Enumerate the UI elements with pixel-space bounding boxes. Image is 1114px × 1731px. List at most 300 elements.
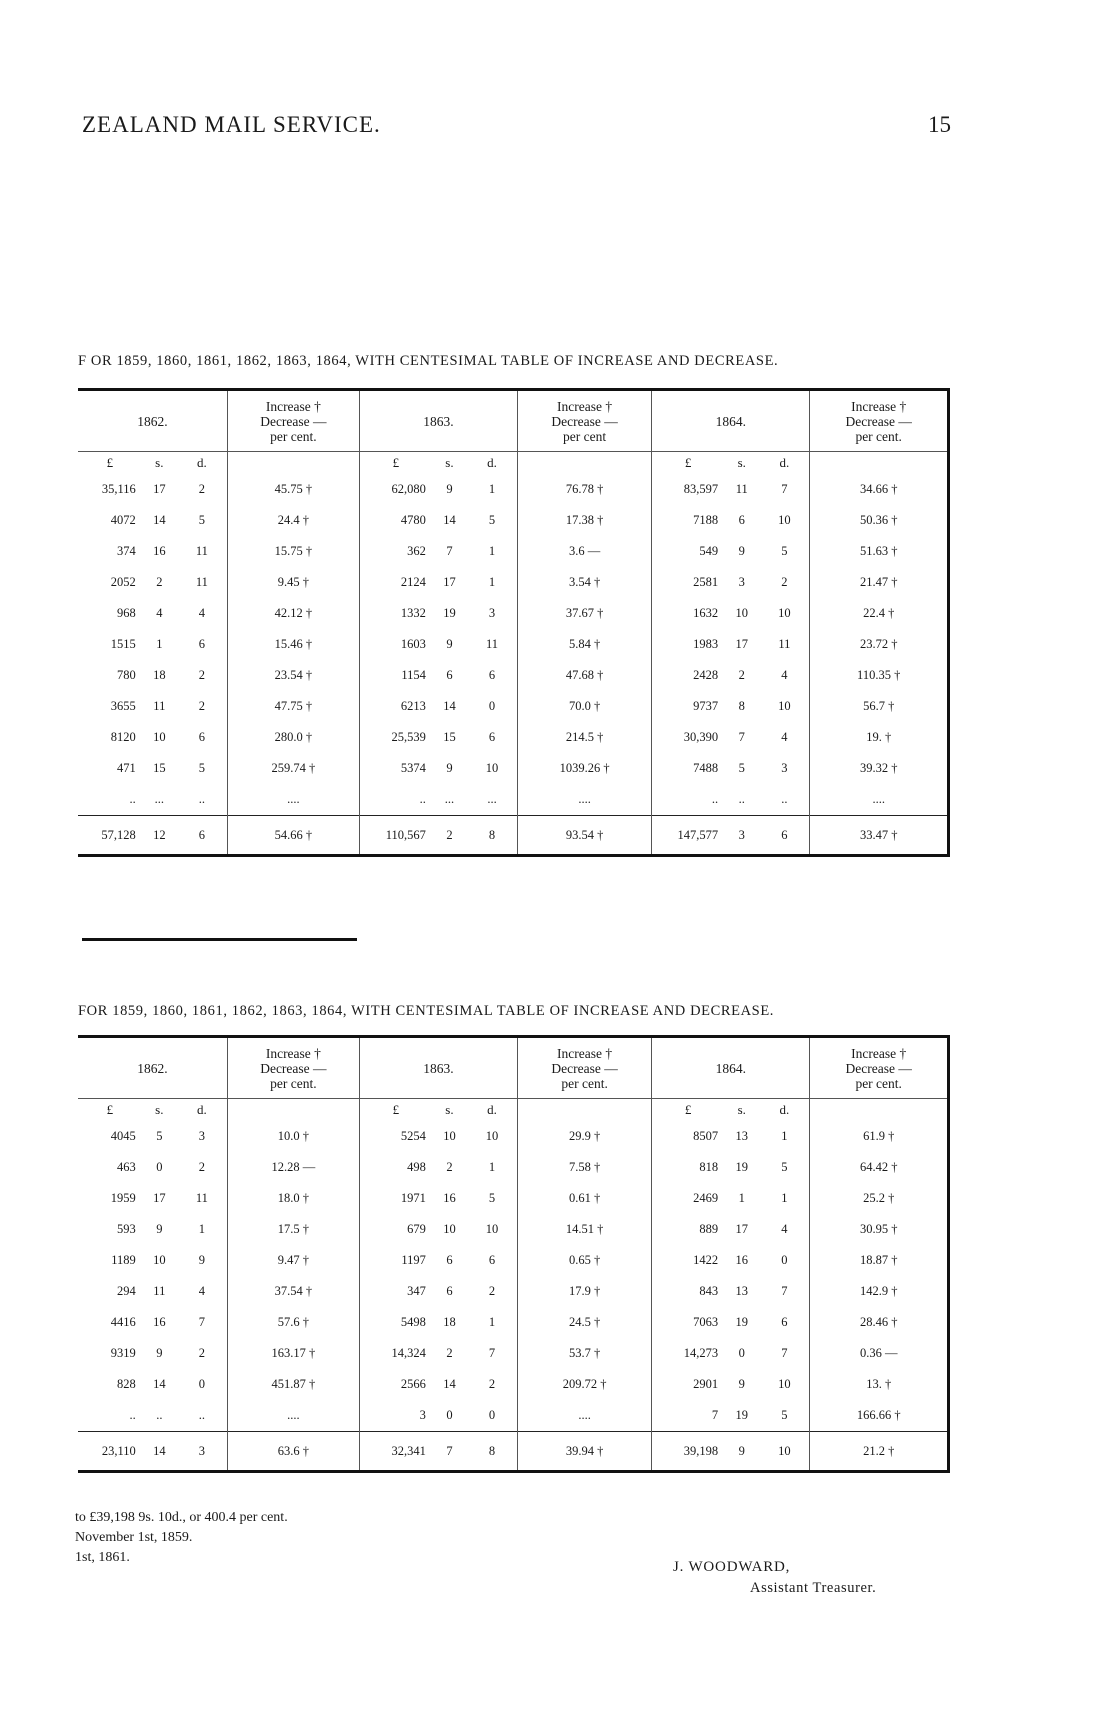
header-1863: 1863.	[359, 390, 517, 452]
header-increase-1863-line: Increase †	[557, 398, 613, 414]
header-increase-1862-line: Decrease —	[260, 413, 327, 429]
cell-pence: 10	[759, 1369, 810, 1400]
cell-pounds: 23,110	[78, 1432, 142, 1472]
cell-pence: 10	[759, 691, 810, 722]
unit-label: s.	[445, 455, 454, 470]
cell-shillings: 6	[446, 1253, 453, 1267]
cell-pounds: 8507	[693, 1129, 719, 1143]
cell-shillings: 17	[443, 575, 456, 589]
cell-pence: 1	[467, 1307, 518, 1338]
cell-pence: 6	[759, 1307, 810, 1338]
cell-shillings: 19	[735, 1315, 748, 1329]
cell-percent: 47.68 †	[518, 660, 652, 691]
cell-percent: 39.32 †	[810, 753, 949, 784]
cell-shillings: 14	[443, 699, 456, 713]
cell-percent: 17.9 †	[518, 1276, 652, 1307]
table-row	[78, 1307, 949, 1338]
cell-shillings: 17	[735, 1222, 748, 1236]
cell-pence: 7	[177, 1307, 228, 1338]
cell-percent: 3.6 —	[518, 536, 652, 567]
cell-shillings: 5	[156, 1129, 163, 1143]
header-increase-1864	[810, 1037, 949, 1099]
cell-percent: 163.17 †	[227, 1338, 359, 1369]
cell-pounds: 32,341	[359, 1432, 432, 1472]
cell-pence: 0	[467, 691, 518, 722]
cell-percent: 54.66 †	[227, 816, 359, 856]
unit-label: d.	[759, 1099, 810, 1122]
cell-shillings: 9	[446, 761, 453, 775]
cell-shillings: 11	[153, 699, 166, 713]
cell-pence: 11	[177, 567, 228, 598]
header-1862: 1862.	[78, 390, 227, 452]
cell-percent: 5.84 †	[518, 629, 652, 660]
cell-shillings: 1	[156, 637, 163, 651]
cell-percent: 25.2 †	[810, 1183, 949, 1214]
cell-pounds: 30,390	[683, 730, 719, 744]
cell-pence: 2	[467, 1369, 518, 1400]
table-row	[78, 536, 949, 567]
cell-shillings: 17	[153, 482, 166, 496]
footer-line-2: November 1st, 1859.	[75, 1530, 193, 1545]
cell-pounds: 7	[711, 1408, 719, 1422]
cell-pence: 8	[467, 1432, 518, 1472]
cell-pence: 10	[467, 1121, 518, 1152]
cell-shillings: 10	[735, 606, 748, 620]
header-increase-1864-line: Increase †	[851, 1045, 907, 1061]
cell-pounds: 2566	[400, 1377, 426, 1391]
cell-pounds: 593	[116, 1222, 136, 1236]
cell-pounds: 57,128	[78, 816, 142, 856]
section-divider	[82, 938, 357, 941]
cell-shillings: 14	[142, 1432, 177, 1472]
cell-pence: 0	[759, 1245, 810, 1276]
footer-line-1: to £39,198 9s. 10d., or 400.4 per cent.	[75, 1510, 288, 1525]
cell-pounds: 780	[116, 668, 136, 682]
cell-percent: 3.54 †	[518, 567, 652, 598]
cell-percent: 14.51 †	[518, 1214, 652, 1245]
cell-pence: 11	[467, 629, 518, 660]
cell-shillings: 2	[432, 816, 467, 856]
cell-percent: 166.66 †	[810, 1400, 949, 1432]
cell-shillings: 9	[156, 1346, 163, 1360]
cell-percent: 10.0 †	[227, 1121, 359, 1152]
cell-shillings: 2	[156, 575, 163, 589]
header-increase-1862-line: Decrease —	[260, 1060, 327, 1076]
table-row	[78, 1400, 949, 1432]
cell-pounds: 1603	[400, 637, 426, 651]
header-increase-1862-line: per cent.	[270, 1075, 317, 1091]
cell-pence: 4	[759, 1214, 810, 1245]
cell-pence: 10	[759, 598, 810, 629]
cell-shillings: 15	[443, 730, 456, 744]
header-increase-1864-line: per cent.	[855, 428, 902, 444]
cell-shillings: 9	[446, 482, 453, 496]
unit-label: d.	[759, 452, 810, 475]
cell-pounds: 463	[116, 1160, 136, 1174]
unit-label: £	[106, 455, 114, 470]
header-increase-1862-line: Increase †	[265, 1045, 321, 1061]
unit-spacer	[518, 452, 652, 475]
cell-shillings: 0	[446, 1408, 453, 1422]
unit-label: £	[392, 1102, 400, 1117]
cell-pence: 0	[467, 1400, 518, 1432]
cell-pounds: 818	[699, 1160, 719, 1174]
cell-shillings: 5	[738, 761, 745, 775]
cell-pence: 6	[467, 660, 518, 691]
cell-pence: 2	[177, 691, 228, 722]
cell-percent: 21.47 †	[810, 567, 949, 598]
cell-pounds: 1154	[401, 668, 426, 682]
cell-shillings: 7	[432, 1432, 467, 1472]
cell-pence: 3	[177, 1121, 228, 1152]
cell-shillings: 19	[443, 606, 456, 620]
cell-pence: 9	[177, 1245, 228, 1276]
cell-shillings: 2	[446, 1160, 453, 1174]
table1	[78, 388, 950, 857]
cell-shillings: 6	[446, 668, 453, 682]
cell-pence: 1	[759, 1121, 810, 1152]
cell-pounds: 889	[699, 1222, 719, 1236]
cell-percent: 1039.26 †	[518, 753, 652, 784]
cell-pence: 10	[467, 753, 518, 784]
unit-label: d.	[467, 1099, 518, 1122]
cell-pounds: 3	[419, 1408, 426, 1422]
cell-pence: 6	[467, 722, 518, 753]
table-row	[78, 567, 949, 598]
cell-pounds: 3655	[110, 699, 136, 713]
table-row	[78, 474, 949, 505]
table-row	[78, 505, 949, 536]
cell-percent: ....	[227, 784, 359, 816]
header-increase-1863-line: per cent	[563, 428, 607, 444]
cell-pence: 10	[759, 1432, 810, 1472]
cell-pence: 1	[467, 474, 518, 505]
cell-pounds: 1515	[110, 637, 136, 651]
cell-percent: 64.42 †	[810, 1152, 949, 1183]
cell-percent: 47.75 †	[227, 691, 359, 722]
cell-percent: 76.78 †	[518, 474, 652, 505]
cell-pence: 2	[177, 474, 228, 505]
cell-percent: 0.36 —	[810, 1338, 949, 1369]
cell-shillings: 18	[443, 1315, 456, 1329]
cell-pence: 7	[467, 1338, 518, 1369]
cell-pounds: 25,539	[391, 730, 426, 744]
unit-label: £	[392, 455, 400, 470]
cell-shillings: 9	[738, 544, 745, 558]
cell-shillings: ...	[444, 792, 455, 806]
cell-percent: 33.47 †	[810, 816, 949, 856]
cell-shillings: 14	[153, 1377, 166, 1391]
table-row	[78, 784, 949, 816]
cell-pence: 2	[467, 1276, 518, 1307]
unit-label: s.	[737, 455, 746, 470]
unit-label: s.	[155, 455, 164, 470]
cell-pence: 6	[177, 816, 228, 856]
unit-label: d.	[177, 1099, 228, 1122]
table-total-row	[78, 816, 949, 856]
cell-shillings: 10	[153, 730, 166, 744]
cell-pounds: 14,324	[391, 1346, 426, 1360]
table-row	[78, 1245, 949, 1276]
cell-pence: 11	[177, 536, 228, 567]
cell-percent: ....	[518, 784, 652, 816]
cell-percent: 39.94 †	[518, 1432, 652, 1472]
header-1864: 1864.	[652, 390, 810, 452]
cell-pounds: 62,080	[391, 482, 426, 496]
header-increase-1864	[810, 390, 949, 452]
cell-shillings: 14	[443, 1377, 456, 1391]
cell-percent: ....	[810, 784, 949, 816]
cell-shillings: 13	[735, 1129, 748, 1143]
unit-label: £	[684, 1102, 692, 1117]
cell-percent: 110.35 †	[810, 660, 949, 691]
header-increase-1863-line: Decrease —	[551, 1060, 618, 1076]
cell-shillings: 16	[443, 1191, 456, 1205]
header-increase-1864-line: Decrease —	[845, 1060, 912, 1076]
cell-shillings: 9	[738, 1377, 745, 1391]
table-row	[78, 629, 949, 660]
cell-percent: 18.0 †	[227, 1183, 359, 1214]
cell-pounds: 7063	[693, 1315, 719, 1329]
cell-pence: ..	[177, 1400, 228, 1432]
cell-pence: 10	[759, 505, 810, 536]
cell-shillings: 15	[153, 761, 166, 775]
cell-shillings: 17	[153, 1191, 166, 1205]
table-row	[78, 1369, 949, 1400]
cell-percent: 15.46 †	[227, 629, 359, 660]
cell-pounds: 4045	[110, 1129, 136, 1143]
cell-pounds: 1971	[400, 1191, 426, 1205]
cell-shillings: 0	[156, 1160, 163, 1174]
cell-pounds: 968	[116, 606, 136, 620]
cell-pounds: 347	[407, 1284, 426, 1298]
cell-percent: 0.65 †	[518, 1245, 652, 1276]
cell-shillings: 13	[735, 1284, 748, 1298]
cell-percent: 17.38 †	[518, 505, 652, 536]
cell-pounds: 4780	[400, 513, 426, 527]
header-1862: 1862.	[78, 1037, 227, 1099]
cell-shillings: 12	[142, 816, 177, 856]
unit-spacer	[227, 1099, 359, 1122]
table-row	[78, 598, 949, 629]
cell-percent: 214.5 †	[518, 722, 652, 753]
cell-pounds: 110,567	[359, 816, 432, 856]
cell-shillings: 19	[735, 1160, 748, 1174]
cell-pence: 6	[759, 816, 810, 856]
header-increase-1863-line: Increase †	[557, 1045, 613, 1061]
cell-percent: 45.75 †	[227, 474, 359, 505]
cell-percent: 13. †	[810, 1369, 949, 1400]
unit-label: £	[684, 455, 692, 470]
cell-percent: 7.58 †	[518, 1152, 652, 1183]
cell-pounds: 14,273	[683, 1346, 719, 1360]
cell-percent: 209.72 †	[518, 1369, 652, 1400]
cell-pence: 5	[467, 505, 518, 536]
unit-label: d.	[177, 452, 228, 475]
cell-percent: 9.47 †	[227, 1245, 359, 1276]
footer-line-3: 1st, 1861.	[75, 1550, 130, 1565]
page-number: 15	[928, 112, 951, 137]
cell-pounds: 8120	[110, 730, 136, 744]
cell-percent: 23.54 †	[227, 660, 359, 691]
cell-pounds: 4416	[110, 1315, 136, 1329]
cell-percent: 61.9 †	[810, 1121, 949, 1152]
cell-shillings: 17	[735, 637, 748, 651]
cell-pounds: 2581	[693, 575, 719, 589]
cell-pounds: 2428	[693, 668, 719, 682]
cell-shillings: 11	[153, 1284, 166, 1298]
cell-pounds: 4072	[110, 513, 136, 527]
cell-percent: ....	[518, 1400, 652, 1432]
cell-shillings: 9	[446, 637, 453, 651]
table-row	[78, 660, 949, 691]
table-row	[78, 753, 949, 784]
cell-shillings: ..	[738, 792, 745, 806]
cell-pounds: 2052	[110, 575, 136, 589]
cell-pounds: 1189	[111, 1253, 136, 1267]
cell-percent: 259.74 †	[227, 753, 359, 784]
header-increase-1863-line: per cent.	[561, 1075, 608, 1091]
cell-pence: 7	[759, 474, 810, 505]
table-row	[78, 722, 949, 753]
unit-spacer	[810, 452, 949, 475]
cell-pence: 5	[177, 753, 228, 784]
cell-pounds: 843	[699, 1284, 719, 1298]
cell-shillings: 19	[735, 1408, 748, 1422]
cell-pence: 7	[759, 1338, 810, 1369]
cell-pence: 0	[177, 1369, 228, 1400]
cell-shillings: ...	[154, 792, 164, 806]
cell-pounds: 35,116	[101, 482, 136, 496]
cell-pounds: 9737	[693, 699, 719, 713]
cell-pence: 6	[467, 1245, 518, 1276]
cell-pence: 3	[759, 753, 810, 784]
cell-percent: ....	[227, 1400, 359, 1432]
cell-pence: 4	[759, 660, 810, 691]
header-increase-1864-line: Increase †	[851, 398, 907, 414]
cell-pounds: 1197	[401, 1253, 426, 1267]
cell-percent: 142.9 †	[810, 1276, 949, 1307]
cell-percent: 19. †	[810, 722, 949, 753]
cell-shillings: 14	[443, 513, 456, 527]
header-increase-1862	[227, 1037, 359, 1099]
cell-percent: 51.63 †	[810, 536, 949, 567]
cell-pence: 11	[177, 1183, 228, 1214]
cell-pounds: 374	[116, 544, 136, 558]
cell-pounds: 83,597	[683, 482, 719, 496]
cell-shillings: 9	[156, 1222, 163, 1236]
cell-pence: 4	[177, 1276, 228, 1307]
cell-pence: 11	[759, 629, 810, 660]
cell-shillings: 18	[153, 668, 166, 682]
cell-shillings: 16	[153, 1315, 166, 1329]
cell-pounds: 1632	[693, 606, 719, 620]
cell-pence: 2	[177, 1338, 228, 1369]
cell-pounds: 5374	[400, 761, 426, 775]
header-increase-1862	[227, 390, 359, 452]
cell-percent: 0.61 †	[518, 1183, 652, 1214]
cell-pounds: 1983	[693, 637, 719, 651]
page-header-title: ZEALAND MAIL SERVICE.	[82, 112, 381, 137]
cell-pounds: 147,577	[652, 816, 725, 856]
cell-percent: 18.87 †	[810, 1245, 949, 1276]
cell-pounds: 2901	[693, 1377, 719, 1391]
cell-pence: 6	[177, 722, 228, 753]
cell-pounds: ..	[129, 1408, 136, 1422]
cell-pounds: 294	[116, 1284, 136, 1298]
cell-shillings: 6	[446, 1284, 453, 1298]
unit-spacer	[227, 452, 359, 475]
cell-pounds: 1422	[693, 1253, 719, 1267]
unit-spacer	[518, 1099, 652, 1122]
cell-percent: 451.87 †	[227, 1369, 359, 1400]
cell-pence: ...	[467, 784, 518, 816]
table-row	[78, 1183, 949, 1214]
cell-pounds: 2469	[693, 1191, 719, 1205]
cell-pounds: 7188	[693, 513, 719, 527]
cell-shillings: 9	[724, 1432, 759, 1472]
cell-percent: 42.12 †	[227, 598, 359, 629]
cell-shillings: 3	[738, 575, 745, 589]
cell-pounds: 1332	[400, 606, 426, 620]
cell-shillings: 7	[738, 730, 745, 744]
cell-pence: 4	[759, 722, 810, 753]
table-row	[78, 1152, 949, 1183]
table-row	[78, 1121, 949, 1152]
cell-pounds: 549	[699, 544, 719, 558]
cell-pounds: ..	[129, 792, 136, 806]
unit-label: d.	[467, 452, 518, 475]
cell-pounds: 498	[407, 1160, 426, 1174]
unit-label: s.	[155, 1102, 164, 1117]
cell-shillings: 16	[735, 1253, 748, 1267]
cell-percent: 34.66 †	[810, 474, 949, 505]
cell-percent: 30.95 †	[810, 1214, 949, 1245]
cell-percent: 9.45 †	[227, 567, 359, 598]
cell-pence: 7	[759, 1276, 810, 1307]
table2-caption: FOR 1859, 1860, 1861, 1862, 1863, 1864, WITH CENTESIMAL TABLE OF INCREASE AND DECREASE.	[78, 1003, 775, 1019]
header-increase-1863	[518, 1037, 652, 1099]
cell-percent: 50.36 †	[810, 505, 949, 536]
cell-pence: 8	[467, 816, 518, 856]
header-1864: 1864.	[652, 1037, 810, 1099]
cell-percent: 24.4 †	[227, 505, 359, 536]
cell-shillings: ..	[156, 1408, 163, 1422]
cell-pence: 10	[467, 1214, 518, 1245]
unit-label: £	[106, 1102, 114, 1117]
header-increase-1863	[518, 390, 652, 452]
cell-shillings: 10	[443, 1222, 456, 1236]
cell-shillings: 1	[738, 1191, 745, 1205]
cell-percent: 23.72 †	[810, 629, 949, 660]
cell-pence: 5	[759, 1400, 810, 1432]
cell-percent: 70.0 †	[518, 691, 652, 722]
table-total-row	[78, 1432, 949, 1472]
table-row	[78, 691, 949, 722]
cell-percent: 37.67 †	[518, 598, 652, 629]
signature-name: J. WOODWARD,	[673, 1559, 791, 1575]
cell-pounds: 1959	[110, 1191, 136, 1205]
header-increase-1862-line: Increase †	[265, 398, 321, 414]
cell-percent: 63.6 †	[227, 1432, 359, 1472]
cell-shillings: 2	[446, 1346, 453, 1360]
cell-shillings: 11	[735, 482, 748, 496]
cell-pence: ..	[759, 784, 810, 816]
table2	[78, 1035, 950, 1473]
cell-shillings: 6	[738, 513, 745, 527]
cell-shillings: 8	[738, 699, 745, 713]
cell-percent: 93.54 †	[518, 816, 652, 856]
